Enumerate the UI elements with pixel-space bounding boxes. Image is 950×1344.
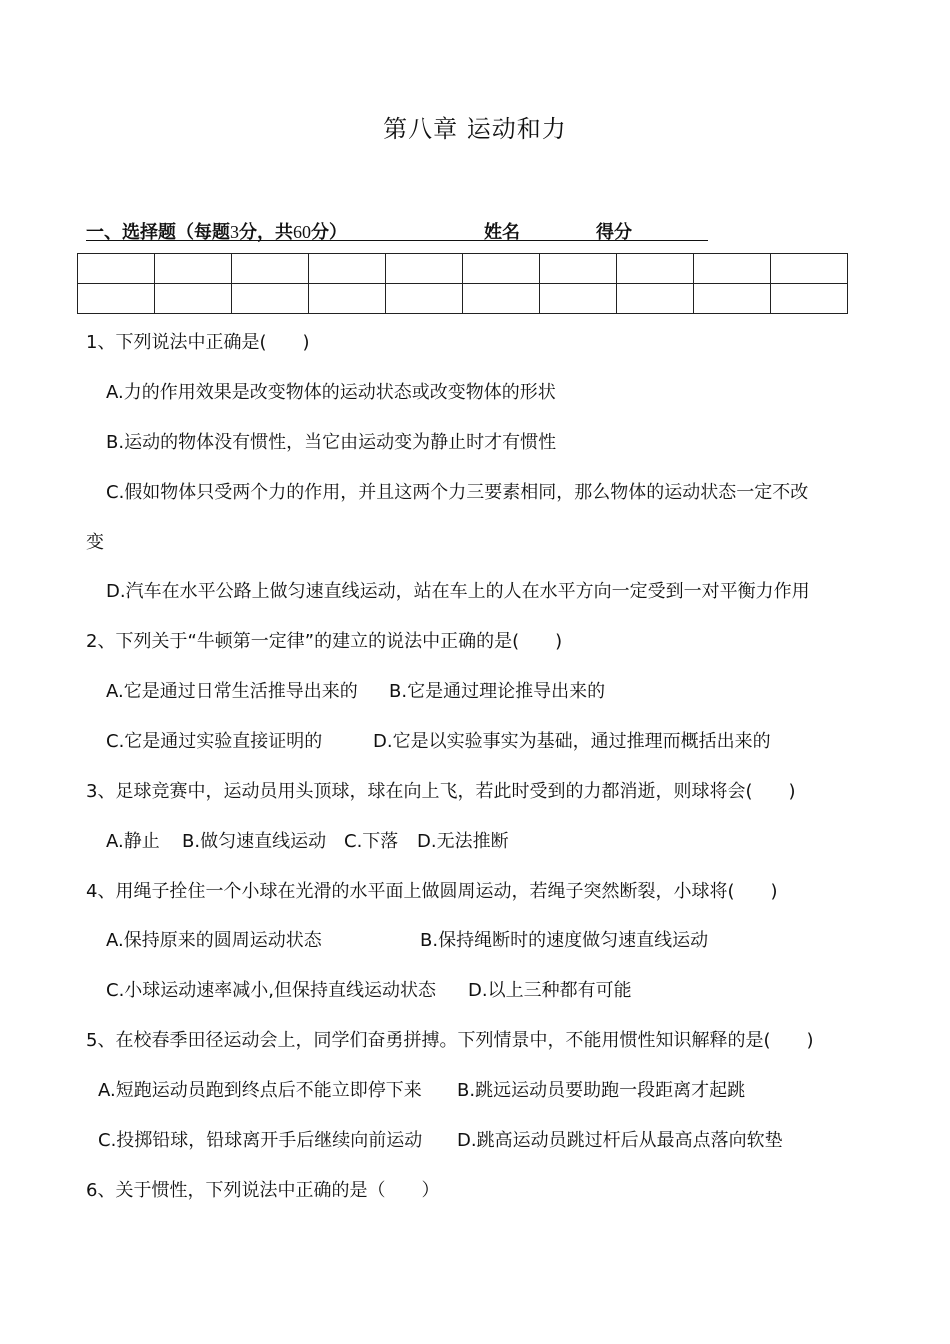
question-6: 6、关于惯性，下列说法中正确的是（ ） — [86, 1180, 440, 1201]
score-cell[interactable] — [309, 254, 386, 284]
score-cell[interactable] — [78, 284, 155, 314]
score-cell[interactable] — [694, 284, 771, 314]
question-2: 2、下列关于“牛顿第一定律”的建立的说法中正确的是( ) — [86, 631, 563, 652]
score-cell[interactable] — [155, 254, 232, 284]
score-row — [78, 254, 848, 284]
question-1-option-c: C.假如物体只受两个力的作用，并且这两个力三要素相同，那么物体的运动状态一定不改 — [106, 482, 809, 503]
question-2-option-b: B.它是通过理论推导出来的 — [389, 681, 606, 702]
score-row — [78, 284, 848, 314]
question-3: 3、足球竞赛中，运动员用头顶球，球在向上飞，若此时受到的力都消逝，则球将会( ) — [86, 781, 796, 802]
question-2-option-c: C.它是通过实验直接证明的 — [106, 731, 323, 752]
score-cell[interactable] — [463, 284, 540, 314]
score-cell[interactable] — [463, 254, 540, 284]
score-cell[interactable] — [386, 254, 463, 284]
question-1-option-c-continued: 变 — [86, 532, 104, 553]
score-cell[interactable] — [155, 284, 232, 314]
points-each: 3 — [230, 222, 239, 242]
question-5: 5、在校春季田径运动会上，同学们奋勇拼搏。下列情景中，不能用惯性知识解释的是( ) — [86, 1030, 814, 1051]
question-1-option-d: D.汽车在水平公路上做匀速直线运动，站在车上的人在水平方向一定受到一对平衡力作用 — [106, 581, 810, 602]
question-2-option-a: A.它是通过日常生活推导出来的 — [106, 681, 358, 702]
score-cell[interactable] — [540, 284, 617, 314]
name-label: 姓名 — [484, 222, 520, 243]
question-2-option-d: D.它是以实验事实为基础，通过推理而概括出来的 — [373, 731, 771, 752]
question-4-option-a: A.保持原来的圆周运动状态 — [106, 930, 322, 951]
question-3-option-a: A.静止 — [106, 831, 160, 852]
section-title: 一、选择题（每题3分，共60分） — [86, 222, 347, 243]
page-title: 第八章 运动和力 — [383, 115, 567, 143]
score-cell[interactable] — [386, 284, 463, 314]
section-header — [86, 218, 708, 241]
score-cell[interactable] — [617, 254, 694, 284]
score-cell[interactable] — [540, 254, 617, 284]
question-1-option-b: B.运动的物体没有惯性，当它由运动变为静止时才有惯性 — [106, 432, 557, 453]
question-3-option-b: B.做匀速直线运动 — [182, 831, 327, 852]
question-4-option-c: C.小球运动速率减小,但保持直线运动状态 — [106, 980, 437, 1001]
question-4-option-d: D.以上三种都有可能 — [468, 980, 632, 1001]
question-5-option-c: C.投掷铅球，铅球离开手后继续向前运动 — [98, 1130, 423, 1151]
score-cell[interactable] — [694, 254, 771, 284]
points-total: 60 — [293, 222, 311, 242]
question-4-option-b: B.保持绳断时的速度做匀速直线运动 — [420, 930, 709, 951]
score-cell[interactable] — [232, 284, 309, 314]
score-cell[interactable] — [771, 284, 848, 314]
score-label: 得分 — [596, 222, 632, 243]
question-3-option-c: C.下落 — [344, 831, 399, 852]
question-5-option-a: A.短跑运动员跑到终点后不能立即停下来 — [98, 1080, 422, 1101]
score-cell[interactable] — [309, 284, 386, 314]
score-cell[interactable] — [232, 254, 309, 284]
score-table — [77, 253, 848, 314]
score-cell[interactable] — [617, 284, 694, 314]
question-1-option-a: A.力的作用效果是改变物体的运动状态或改变物体的形状 — [106, 382, 556, 403]
question-5-option-d: D.跳高运动员跳过杆后从最高点落向软垫 — [457, 1130, 783, 1151]
question-1: 1、下列说法中正确是( ) — [86, 332, 310, 353]
question-3-option-d: D.无法推断 — [417, 831, 509, 852]
score-cell[interactable] — [771, 254, 848, 284]
score-cell[interactable] — [78, 254, 155, 284]
question-5-option-b: B.跳远运动员要助跑一段距离才起跳 — [457, 1080, 746, 1101]
question-4: 4、用绳子拴住一个小球在光滑的水平面上做圆周运动，若绳子突然断裂，小球将( ) — [86, 881, 778, 902]
